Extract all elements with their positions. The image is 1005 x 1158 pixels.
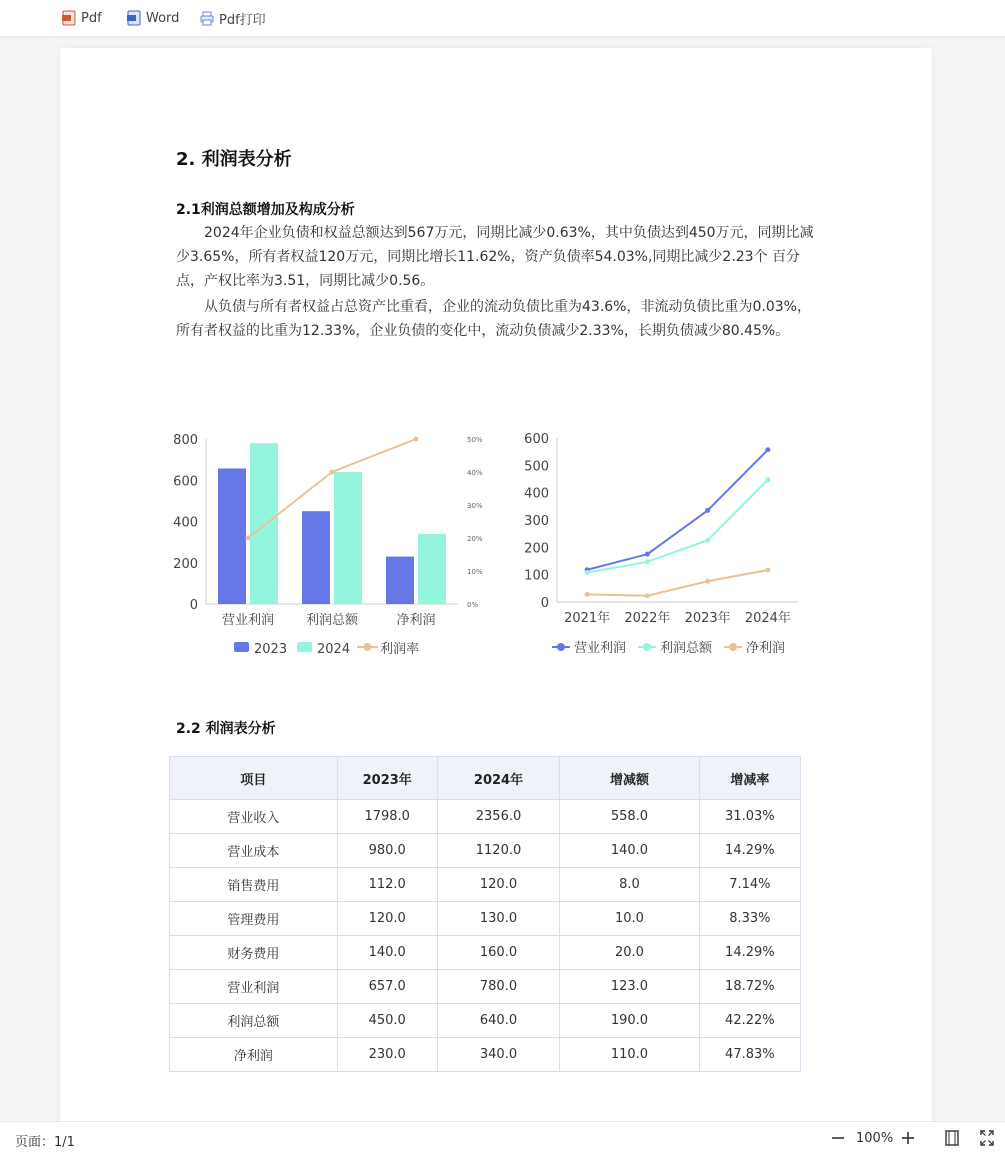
y-tick-label: 0	[540, 596, 549, 611]
legend-dot-营业利润	[557, 643, 565, 651]
section-1-title: 2.1利润总额增加及构成分析	[176, 202, 355, 218]
line-point-利润率	[330, 470, 335, 475]
y-tick-label: 0	[189, 598, 198, 613]
printer-icon	[200, 10, 214, 26]
y-tick-label: 500	[524, 459, 549, 475]
zoom-in-button[interactable]	[900, 1128, 916, 1152]
table-cell: 管理费用	[170, 902, 338, 936]
table-row	[170, 1004, 801, 1038]
x-tick-label: 2024年	[744, 611, 791, 626]
series-line-净利润	[587, 570, 768, 596]
y-tick-label: 400	[524, 486, 549, 502]
table-cell: 1120.0	[437, 834, 559, 868]
y-tick-label: 200	[524, 541, 549, 557]
y2-tick-label: 10%	[467, 568, 483, 576]
y-tick-label: 200	[173, 556, 198, 572]
table-cell: 190.0	[560, 1004, 699, 1038]
legend-dot-净利润	[729, 643, 737, 651]
line-point-营业利润	[765, 447, 770, 452]
table-cell: 14.29%	[699, 936, 800, 970]
line-point-利润总额	[765, 477, 770, 482]
table-cell: 110.0	[560, 1038, 699, 1072]
table-cell: 140.0	[560, 834, 699, 868]
legend-swatch-2024	[297, 642, 312, 652]
table-cell: 7.14%	[699, 868, 800, 902]
table-cell: 120.0	[437, 868, 559, 902]
series-line-利润总额	[587, 480, 768, 573]
y-tick-label: 800	[173, 433, 198, 448]
table-cell: 财务费用	[170, 936, 338, 970]
table-row	[170, 936, 801, 970]
legend-swatch-2023	[234, 642, 249, 652]
col-header-change: 增减额	[560, 757, 699, 800]
line-point-净利润	[765, 568, 770, 573]
legend-label: 2023	[254, 642, 288, 657]
table-cell: 14.29%	[699, 834, 800, 868]
col-header-2024: 2024年	[437, 757, 559, 800]
fullscreen-button[interactable]	[979, 1128, 995, 1152]
line-point-净利润	[585, 592, 590, 597]
fit-page-icon	[944, 1128, 960, 1148]
col-header-change-rate: 增减率	[699, 757, 800, 800]
x-tick-label: 利润总额	[305, 613, 359, 628]
page-title: 2. 利润表分析	[176, 149, 292, 170]
x-tick-label: 营业利润	[221, 613, 275, 628]
table-cell: 657.0	[337, 970, 437, 1004]
table-cell: 123.0	[560, 970, 699, 1004]
table-cell: 利润总额	[170, 1004, 338, 1038]
legend-label: 利润率	[380, 642, 420, 657]
table-row	[170, 834, 801, 868]
word-file-icon	[127, 10, 141, 26]
table-cell: 450.0	[337, 1004, 437, 1038]
word-export-button[interactable]	[127, 8, 179, 28]
legend-dot-利润总额	[643, 643, 651, 651]
line-point-利润率	[414, 437, 419, 442]
y-tick-label: 600	[173, 474, 198, 490]
line-point-利润率	[246, 536, 251, 541]
page-indicator: 页面：1/1	[15, 1135, 75, 1150]
table-cell: 780.0	[437, 970, 559, 1004]
table-cell: 销售费用	[170, 868, 338, 902]
x-tick-label: 净利润	[396, 613, 436, 628]
line-point-利润总额	[645, 559, 650, 564]
zoom-out-button[interactable]	[830, 1128, 846, 1152]
y2-tick-label: 20%	[467, 535, 483, 543]
table-cell: 净利润	[170, 1038, 338, 1072]
section-2-title: 2.2 利润表分析	[176, 721, 276, 737]
table-cell: 140.0	[337, 936, 437, 970]
table-cell: 340.0	[437, 1038, 559, 1072]
table-cell: 营业利润	[170, 970, 338, 1004]
y2-tick-label: 50%	[467, 436, 483, 444]
table-cell: 160.0	[437, 936, 559, 970]
table-cell: 558.0	[560, 800, 699, 834]
plus-icon	[900, 1128, 916, 1148]
table-header-row	[170, 757, 801, 800]
y2-tick-label: 30%	[467, 502, 483, 510]
legend-dot-利润率	[364, 643, 372, 651]
table-cell: 营业收入	[170, 800, 338, 834]
legend-label: 营业利润	[574, 641, 627, 656]
table-row	[170, 800, 801, 834]
table-cell: 8.33%	[699, 902, 800, 936]
table-cell: 营业成本	[170, 834, 338, 868]
table-cell: 1798.0	[337, 800, 437, 834]
pdf-export-button[interactable]	[62, 8, 102, 28]
line-point-净利润	[705, 579, 710, 584]
table-cell: 10.0	[560, 902, 699, 936]
table-cell: 2356.0	[437, 800, 559, 834]
table-row	[170, 902, 801, 936]
y-tick-label: 300	[524, 514, 549, 529]
fit-page-button[interactable]	[944, 1128, 960, 1152]
table-cell: 112.0	[337, 868, 437, 902]
col-header-2023: 2023年	[337, 757, 437, 800]
pdf-label: Pdf	[81, 10, 102, 26]
word-label: Word	[146, 10, 180, 26]
legend-label: 利润总额	[660, 641, 713, 656]
bar-2024	[418, 534, 446, 604]
table-cell: 640.0	[437, 1004, 559, 1038]
bar-2023	[386, 557, 414, 604]
table-cell: 31.03%	[699, 800, 800, 834]
paragraph-2: 从负债与所有者权益占总资产比重看，企业的流动负债比重为43.6%，非流动负债比重为0.03%，所有者权益的比重为12.33%，企业负债的变化中，流动负债减少2.33%，长期负债减少80.45%。	[176, 299, 811, 339]
bar-2023	[302, 511, 330, 604]
table-cell: 20.0	[560, 936, 699, 970]
table-cell: 47.83%	[699, 1038, 800, 1072]
x-tick-label: 2021年	[564, 611, 611, 626]
fullscreen-icon	[979, 1128, 995, 1148]
table-cell: 130.0	[437, 902, 559, 936]
table-cell: 230.0	[337, 1038, 437, 1072]
table-row	[170, 868, 801, 902]
x-tick-label: 2023年	[684, 611, 731, 626]
table-row	[170, 970, 801, 1004]
line-point-营业利润	[705, 508, 710, 513]
y-tick-label: 100	[524, 568, 549, 584]
bar-2024	[334, 472, 362, 604]
line-point-利润总额	[585, 570, 590, 575]
pdf-print-button[interactable]	[200, 8, 266, 28]
table-cell: 980.0	[337, 834, 437, 868]
top-toolbar	[0, 0, 1005, 37]
y-tick-label: 400	[173, 515, 198, 531]
income-statement-table	[169, 756, 801, 1072]
minus-icon	[830, 1128, 846, 1148]
table-cell: 18.72%	[699, 970, 800, 1004]
profit-trend-line-chart	[510, 420, 820, 670]
x-tick-label: 2022年	[624, 611, 671, 626]
paragraph-1: 2024年企业负债和权益总额达到567万元，同期比减少0.63%，其中负债达到450万元，同期比减少3.65%，所有者权益120万元，同期比增长11.62%，资产负债率54.03%,同期比减少2.23个 百分点，产权比率为3.51，同期比减少0.56。	[176, 225, 814, 289]
legend-label: 净利润	[746, 641, 786, 656]
bottom-statusbar	[0, 1121, 1005, 1158]
line-point-净利润	[645, 593, 650, 598]
bar-2024	[250, 443, 278, 604]
table-cell: 120.0	[337, 902, 437, 936]
pdf-file-icon	[62, 10, 76, 26]
print-label: Pdf打印	[219, 12, 266, 28]
profit-bar-chart	[160, 420, 500, 670]
table-row	[170, 1038, 801, 1072]
table-cell: 8.0	[560, 868, 699, 902]
y2-tick-label: 40%	[467, 469, 483, 477]
table-cell: 42.22%	[699, 1004, 800, 1038]
y-tick-label: 600	[524, 432, 549, 447]
legend-label: 2024	[317, 642, 351, 657]
y2-tick-label: 0%	[467, 601, 479, 609]
col-header-item: 项目	[170, 757, 338, 800]
line-point-营业利润	[645, 552, 650, 557]
zoom-level: 100%	[856, 1131, 894, 1146]
bar-2023	[218, 468, 246, 604]
line-point-利润总额	[705, 538, 710, 543]
